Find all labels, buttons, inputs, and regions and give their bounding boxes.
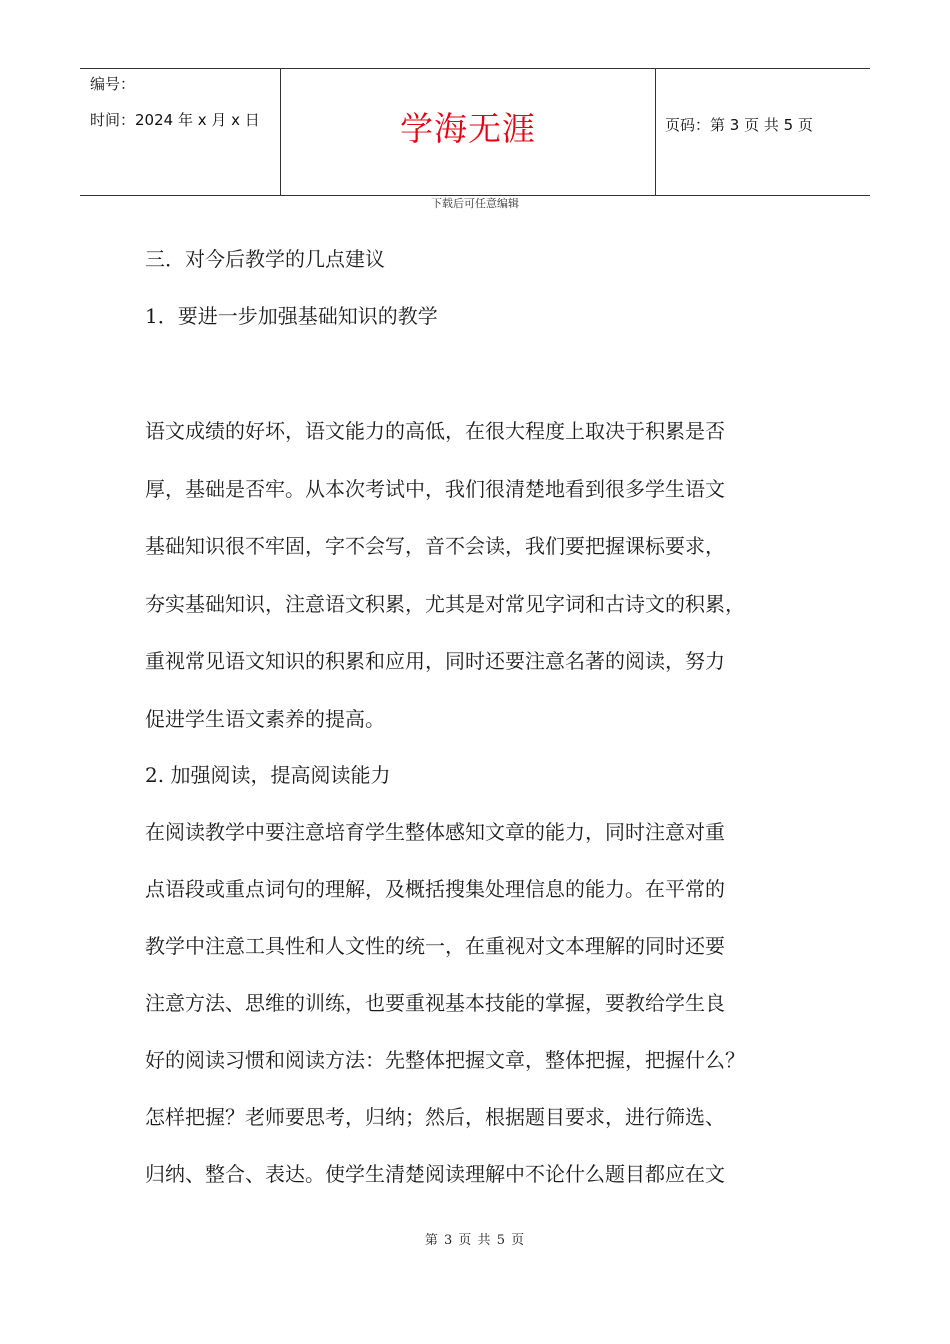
paragraph-line: 厚，基础是否牢。从本次考试中，我们很清楚地看到很多学生语文 bbox=[145, 477, 725, 501]
page-footer: 第 3 页 共 5 页 bbox=[424, 1233, 526, 1248]
item2-heading: 2. 加强阅读，提高阅读能力 bbox=[145, 763, 391, 787]
section-heading: 三．对今后教学的几点建议 bbox=[145, 247, 385, 271]
date-label: 时间：2024 年 x 月 x 日 bbox=[90, 111, 260, 129]
item1-heading: 1．要进一步加强基础知识的教学 bbox=[145, 304, 438, 328]
brand-title: 学海无涯 bbox=[400, 109, 536, 148]
header-table bbox=[80, 68, 870, 196]
paragraph-line: 促进学生语文素养的提高。 bbox=[145, 707, 385, 731]
paragraph-line: 好的阅读习惯和阅读方法：先整体把握文章，整体把握，把握什么？ bbox=[145, 1048, 745, 1072]
page-number-label: 页码：第 3 页 共 5 页 bbox=[665, 116, 813, 134]
serial-number-label: 编号： bbox=[90, 75, 136, 93]
paragraph-line: 点语段或重点词句的理解，及概括搜集处理信息的能力。在平常的 bbox=[145, 877, 725, 901]
paragraph-line: 在阅读教学中要注意培育学生整体感知文章的能力，同时注意对重 bbox=[145, 820, 725, 844]
editable-note: 下载后可任意编辑 bbox=[431, 197, 519, 210]
header-brand-cell bbox=[280, 69, 656, 195]
paragraph-line: 夯实基础知识，注意语文积累，尤其是对常见字词和古诗文的积累， bbox=[145, 592, 745, 616]
paragraph-line: 教学中注意工具性和人文性的统一，在重视对文本理解的同时还要 bbox=[145, 934, 725, 958]
header-left-cell bbox=[80, 69, 280, 195]
paragraph-line: 归纳、整合、表达。使学生清楚阅读理解中不论什么题目都应在文 bbox=[145, 1162, 725, 1186]
paragraph-line: 语文成绩的好坏，语文能力的高低，在很大程度上取决于积累是否 bbox=[145, 419, 725, 443]
paragraph-line: 基础知识很不牢固，字不会写，音不会读，我们要把握课标要求， bbox=[145, 534, 725, 558]
header-right-cell bbox=[655, 69, 870, 195]
paragraph-line: 注意方法、思维的训练，也要重视基本技能的掌握，要教给学生良 bbox=[145, 991, 725, 1015]
paragraph-line: 重视常见语文知识的积累和应用，同时还要注意名著的阅读，努力 bbox=[145, 649, 725, 673]
paragraph-line: 怎样把握？老师要思考，归纳；然后，根据题目要求，进行筛选、 bbox=[145, 1105, 725, 1129]
